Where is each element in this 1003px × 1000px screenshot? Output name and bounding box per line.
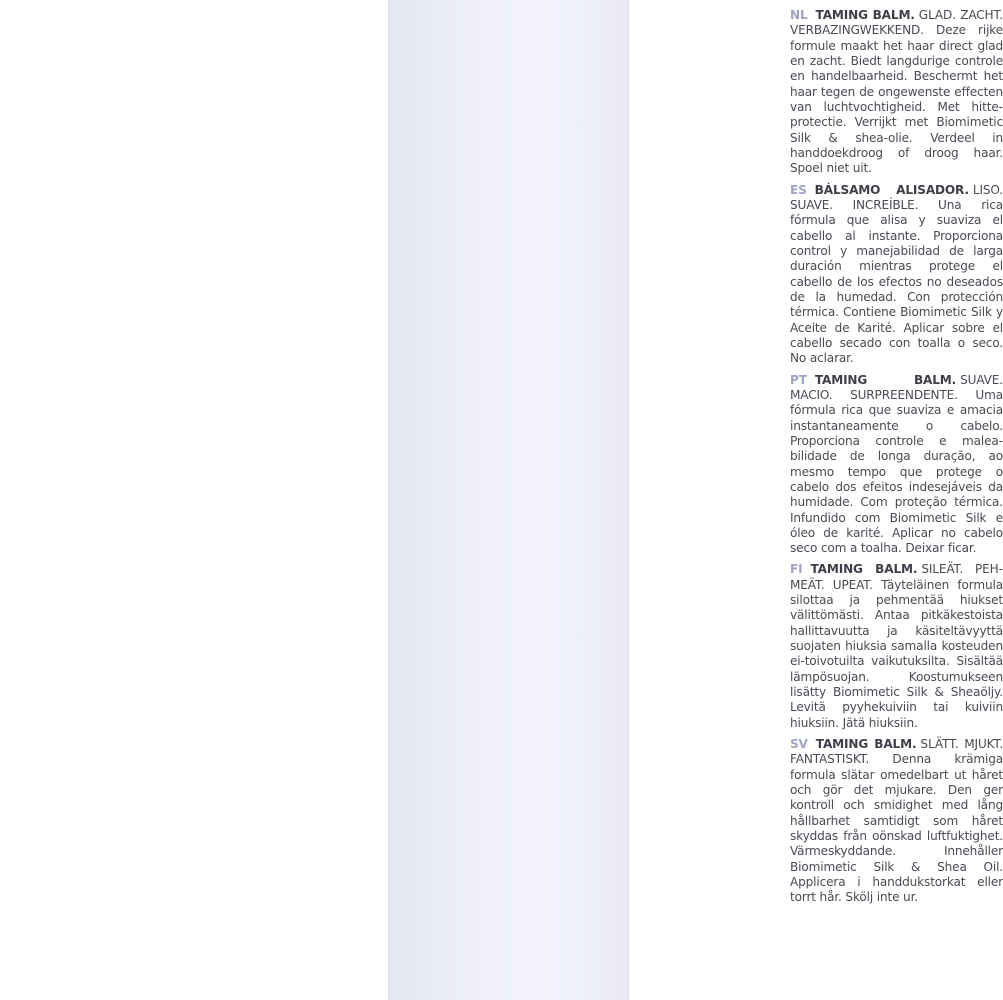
description-es: LISO. SUAVE. INCREÍBLE. Una rica fórmula que alisa y suaviza el cabello al instante. Proporciona control y manejabilidad de larga duración mientras protege el cabello de los efectos no deseados de la humedad. Con protección térmica. Contiene Biomimetic Silk y Aceite de Karité. Aplicar sobre el cabello secado con toalla o seco. No aclarar. [790,182,1003,366]
section-sv [790,737,1003,906]
language-code-sv: SV [790,737,808,752]
product-title-pt: TAMING BALM. [814,372,957,387]
language-code-fi: FI [790,562,803,577]
multilingual-description [790,8,1003,912]
language-code-nl: NL [790,8,808,22]
packaging-panel [388,0,1003,1000]
description-fi: SILEÄT. PEHMEÄT. UPEAT. Täyteläinen formula silottaa ja pehmentää hiukset välittömästi. Antaa pitkäkestoista hallittavuutta ja käsiteltävyyttä suojaten hiuksia samalla kosteuden ei-toivotuilta vaikutuksilta. Sisältää lämpösuojan. Koostumukseen lisätty Biomimetic Silk & Sheaöljy. Levitä pyyhekuiviin tai kuiviin hiuksiin. Jätä hiuksiin. [790,562,1003,730]
product-title-sv: TAMING BALM. [815,737,917,752]
description-sv: SLÄTT. MJUKT. FANTASTISKT. Denna krämiga formula slätar omedelbart ut håret och gör det mjukare. Den ger kontroll och smidighet med lång hållbarhet samtidigt som håret skyddas från oönskad luftfuktighet. Värmeskyddande. Innehåller Biomimetic Silk & Shea Oil. Applicera i handdukstorkat eller torrt hår. Skölj inte ur. [790,737,1003,905]
section-pt [790,373,1003,557]
language-code-es: ES [790,182,807,197]
description-nl: GLAD. ZACHT. VERBAZINGWEKKEND. Deze rijke formule maakt het haar direct glad en zacht. Biedt langdurige controle en handelbaarheid. Beschermt het haar tegen de ongewenste effecten van luchtvochtigheid. Met hitteprotectie. Verrijkt met Biomimetic Silk & shea-olie. Verdeel in handdoekdroog of droog haar. Spoel niet uit. [790,8,1003,176]
product-title-es: BÁLSAMO ALISADOR. [814,182,969,197]
section-nl [790,8,1003,177]
product-title-nl: TAMING BALM. [815,8,915,22]
section-fi [790,562,1003,731]
product-title-fi: TAMING BALM. [810,562,918,577]
language-code-pt: PT [790,372,807,387]
section-es [790,183,1003,367]
description-pt: SUAVE. MACIO. SURPREENDENTE. Uma fórmula rica que suaviza e amacia instantaneamente o cabelo. Proporciona controle e maleabilidade de longa duração, ao mesmo tempo que protege o cabelo dos efeitos indesejáveis da humidade. Com proteção térmica. Infundido com Biomimetic Silk e óleo de karité. Aplicar no cabelo seco com a toalha. Deixar ficar. [790,372,1003,556]
